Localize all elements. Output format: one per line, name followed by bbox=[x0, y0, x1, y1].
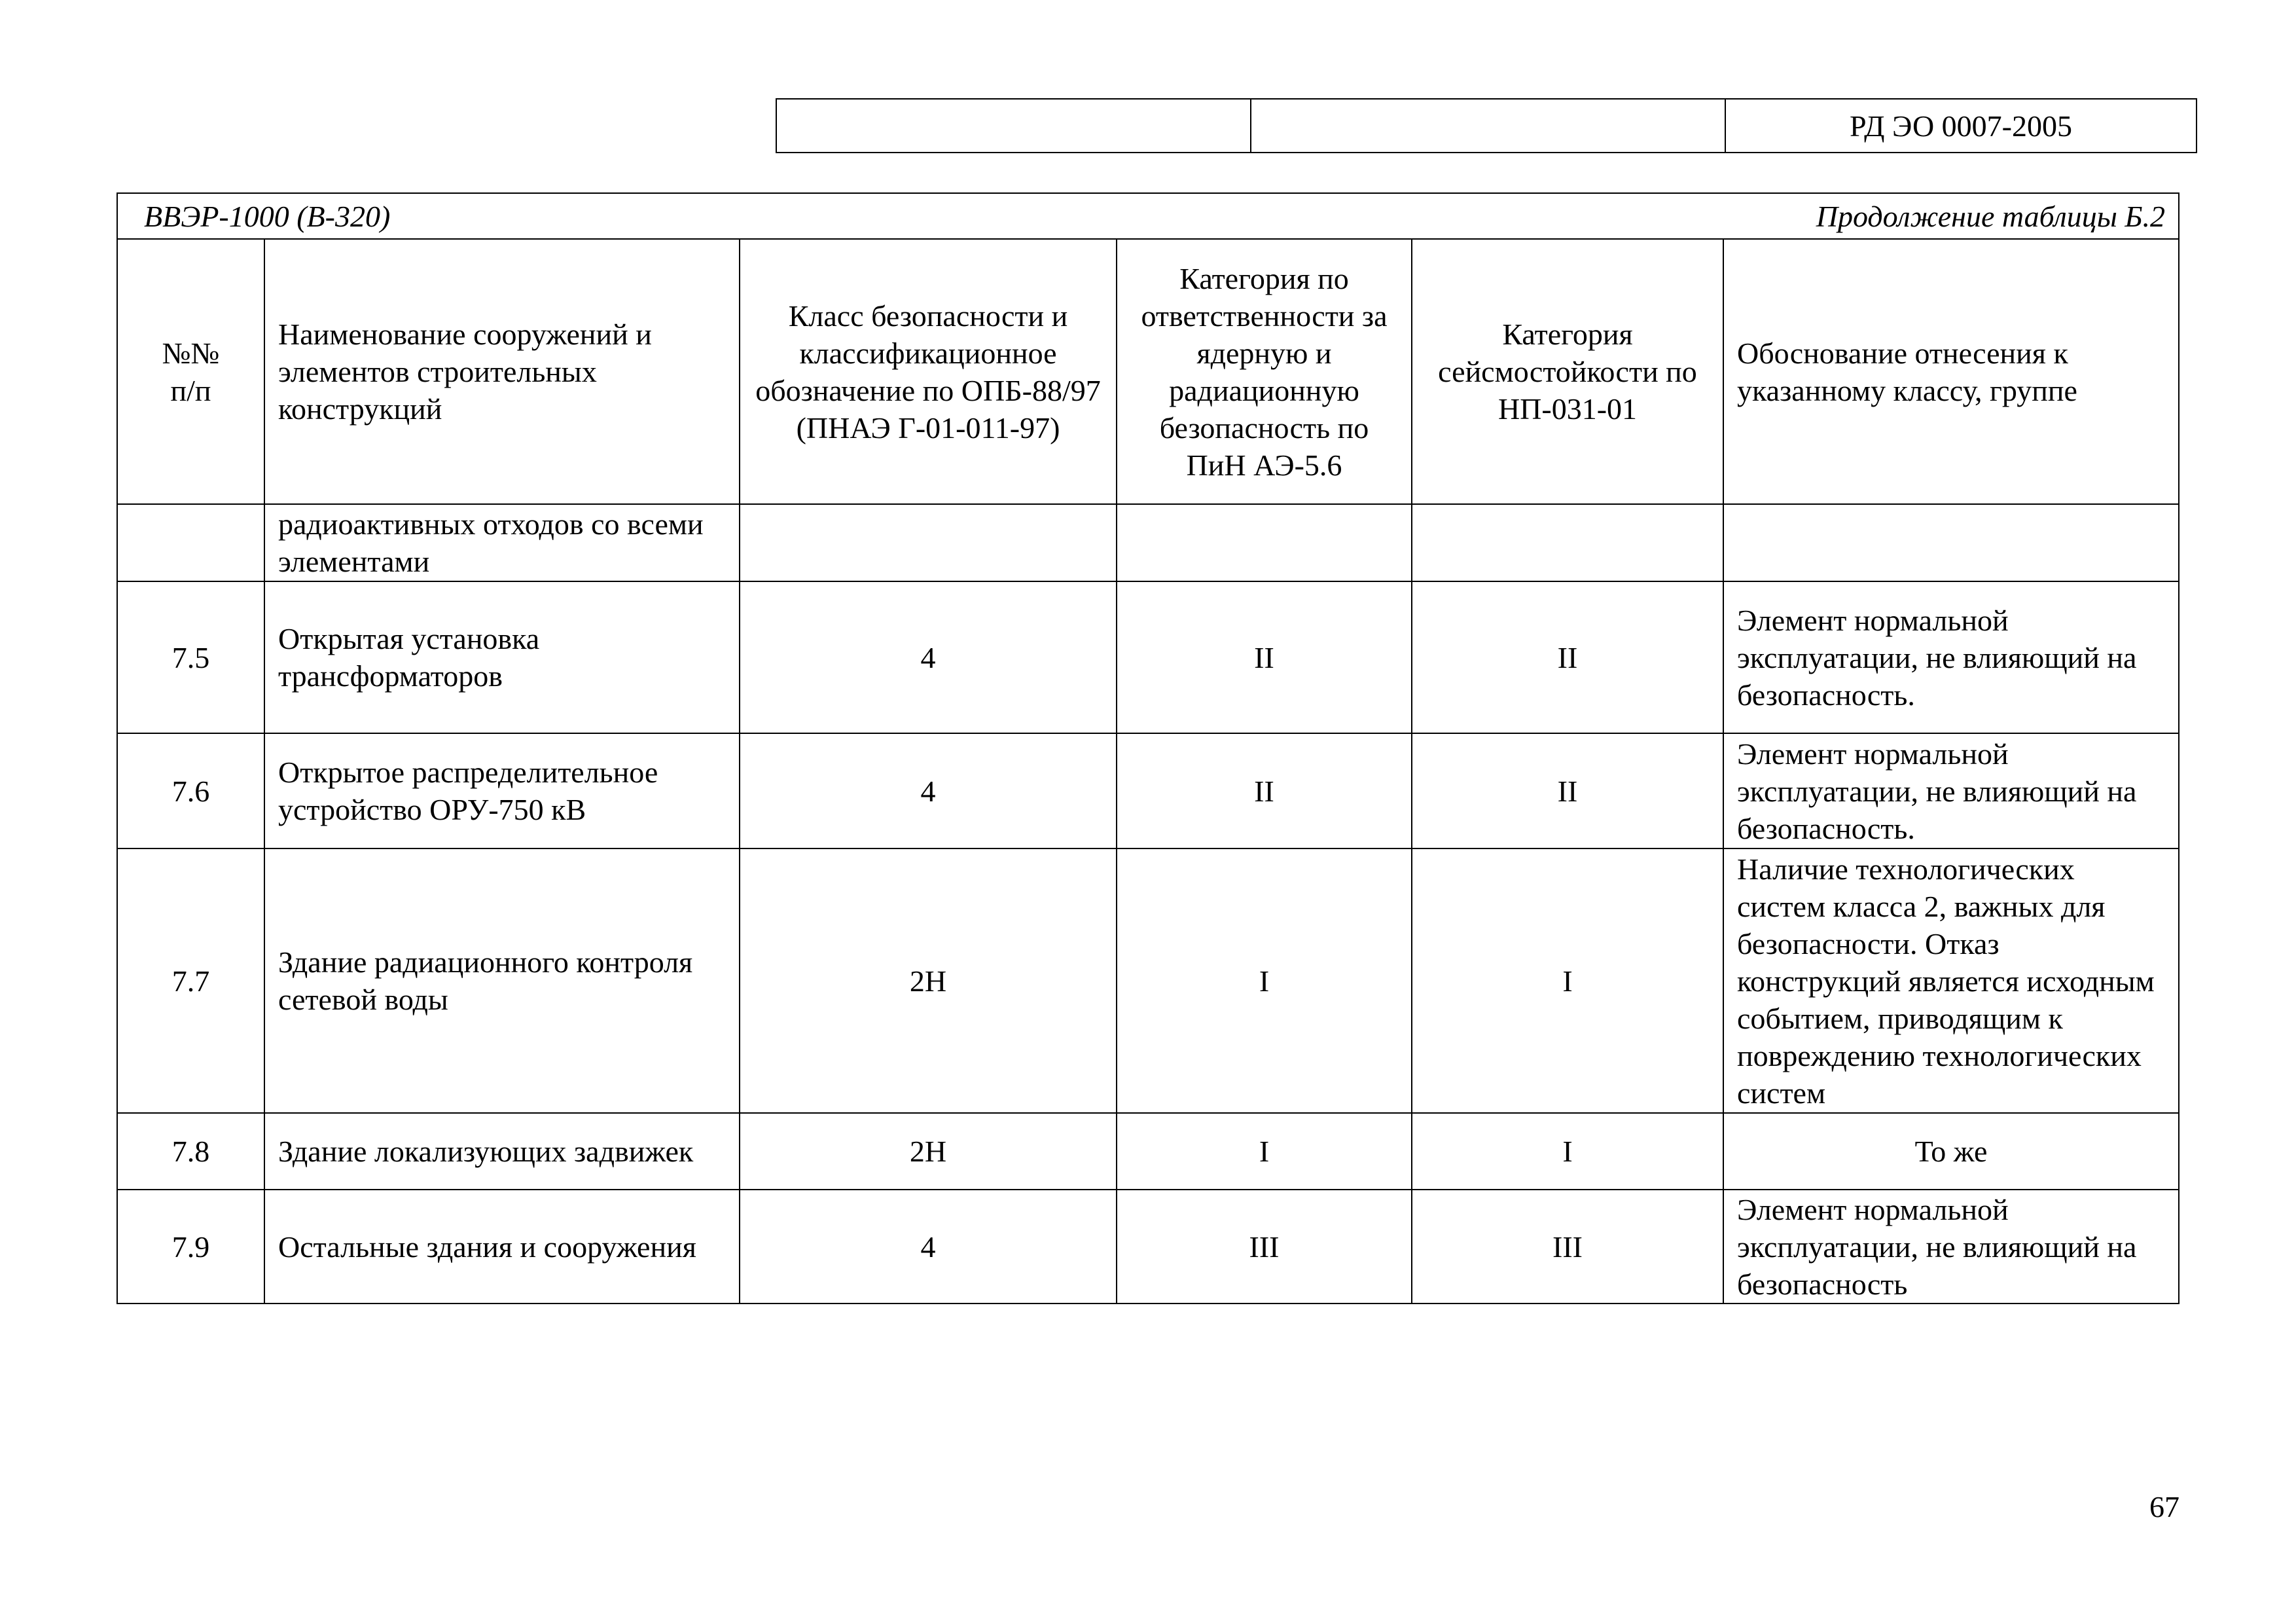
table-caption-row bbox=[117, 193, 2179, 239]
column-header-safety-class: Класс безопасности и классификационное обозначение по ОПБ-88/97 (ПНАЭ Г-01-011-97) bbox=[740, 239, 1117, 504]
row-safety-class: 2Н bbox=[740, 848, 1117, 1113]
table-row bbox=[117, 581, 2179, 733]
row-num: 7.6 bbox=[117, 733, 264, 848]
row-seismic-category: I bbox=[1412, 1113, 1723, 1190]
row-justification: Элемент нормальной эксплуатации, не влияющий на безопасность bbox=[1723, 1190, 2179, 1304]
row-safety-class: 4 bbox=[740, 1190, 1117, 1304]
row-seismic-category: II bbox=[1412, 733, 1723, 848]
document-code: РД ЭО 0007-2005 bbox=[1725, 99, 2197, 153]
row-nuclear-category: I bbox=[1117, 848, 1412, 1113]
row-justification: То же bbox=[1723, 1113, 2179, 1190]
row-name: радиоактивных отходов со всеми элементами bbox=[264, 504, 740, 581]
row-name: Здание локализующих задвижек bbox=[264, 1113, 740, 1190]
row-name: Открытое распределительное устройство ОРУ-750 кВ bbox=[264, 733, 740, 848]
table-row bbox=[117, 1190, 2179, 1304]
row-nuclear-category: II bbox=[1117, 581, 1412, 733]
column-header-justification: Обоснование отнесения к указанному классу, группе bbox=[1723, 239, 2179, 504]
column-header-seismic-category: Категория сейсмостойкости по НП-031-01 bbox=[1412, 239, 1723, 504]
row-nuclear-category: I bbox=[1117, 1113, 1412, 1190]
row-name: Открытая установка трансформаторов bbox=[264, 581, 740, 733]
stamp-cell-2 bbox=[1251, 99, 1725, 153]
reactor-type-caption: ВВЭР-1000 (В-320) bbox=[144, 199, 391, 233]
table-row bbox=[117, 1113, 2179, 1190]
row-justification: Наличие технологических систем класса 2, важных для безопасности. Отказ конструкций является исходным событием, приводящим к повреждению технологических систем bbox=[1723, 848, 2179, 1113]
table-row bbox=[117, 848, 2179, 1113]
column-header-nuclear-category: Категория по ответственности за ядерную и радиационную безопасность по ПиН АЭ-5.6 bbox=[1117, 239, 1412, 504]
row-justification: Элемент нормальной эксплуатации, не влияющий на безопасность. bbox=[1723, 581, 2179, 733]
row-justification bbox=[1723, 504, 2179, 581]
document-stamp bbox=[776, 98, 2197, 153]
row-num: 7.7 bbox=[117, 848, 264, 1113]
row-seismic-category bbox=[1412, 504, 1723, 581]
row-safety-class: 2Н bbox=[740, 1113, 1117, 1190]
page-number: 67 bbox=[2149, 1490, 2179, 1523]
row-justification: Элемент нормальной эксплуатации, не влияющий на безопасность. bbox=[1723, 733, 2179, 848]
row-name: Здание радиационного контроля сетевой воды bbox=[264, 848, 740, 1113]
column-header-num: №№ п/п bbox=[117, 239, 264, 504]
classification-table bbox=[117, 192, 2179, 1304]
row-name: Остальные здания и сооружения bbox=[264, 1190, 740, 1304]
table-header-row bbox=[117, 239, 2179, 504]
row-safety-class: 4 bbox=[740, 733, 1117, 848]
row-num: 7.9 bbox=[117, 1190, 264, 1304]
table-continuation-caption: Продолжение таблицы Б.2 bbox=[1816, 199, 2166, 233]
column-header-name: Наименование сооружений и элементов строительных конструкций bbox=[264, 239, 740, 504]
row-nuclear-category bbox=[1117, 504, 1412, 581]
row-num: 7.5 bbox=[117, 581, 264, 733]
table-row bbox=[117, 504, 2179, 581]
row-num: 7.8 bbox=[117, 1113, 264, 1190]
row-num bbox=[117, 504, 264, 581]
row-nuclear-category: III bbox=[1117, 1190, 1412, 1304]
row-safety-class: 4 bbox=[740, 581, 1117, 733]
row-seismic-category: III bbox=[1412, 1190, 1723, 1304]
row-seismic-category: I bbox=[1412, 848, 1723, 1113]
row-seismic-category: II bbox=[1412, 581, 1723, 733]
stamp-cell-1 bbox=[776, 99, 1251, 153]
row-nuclear-category: II bbox=[1117, 733, 1412, 848]
table-row bbox=[117, 733, 2179, 848]
row-safety-class bbox=[740, 504, 1117, 581]
